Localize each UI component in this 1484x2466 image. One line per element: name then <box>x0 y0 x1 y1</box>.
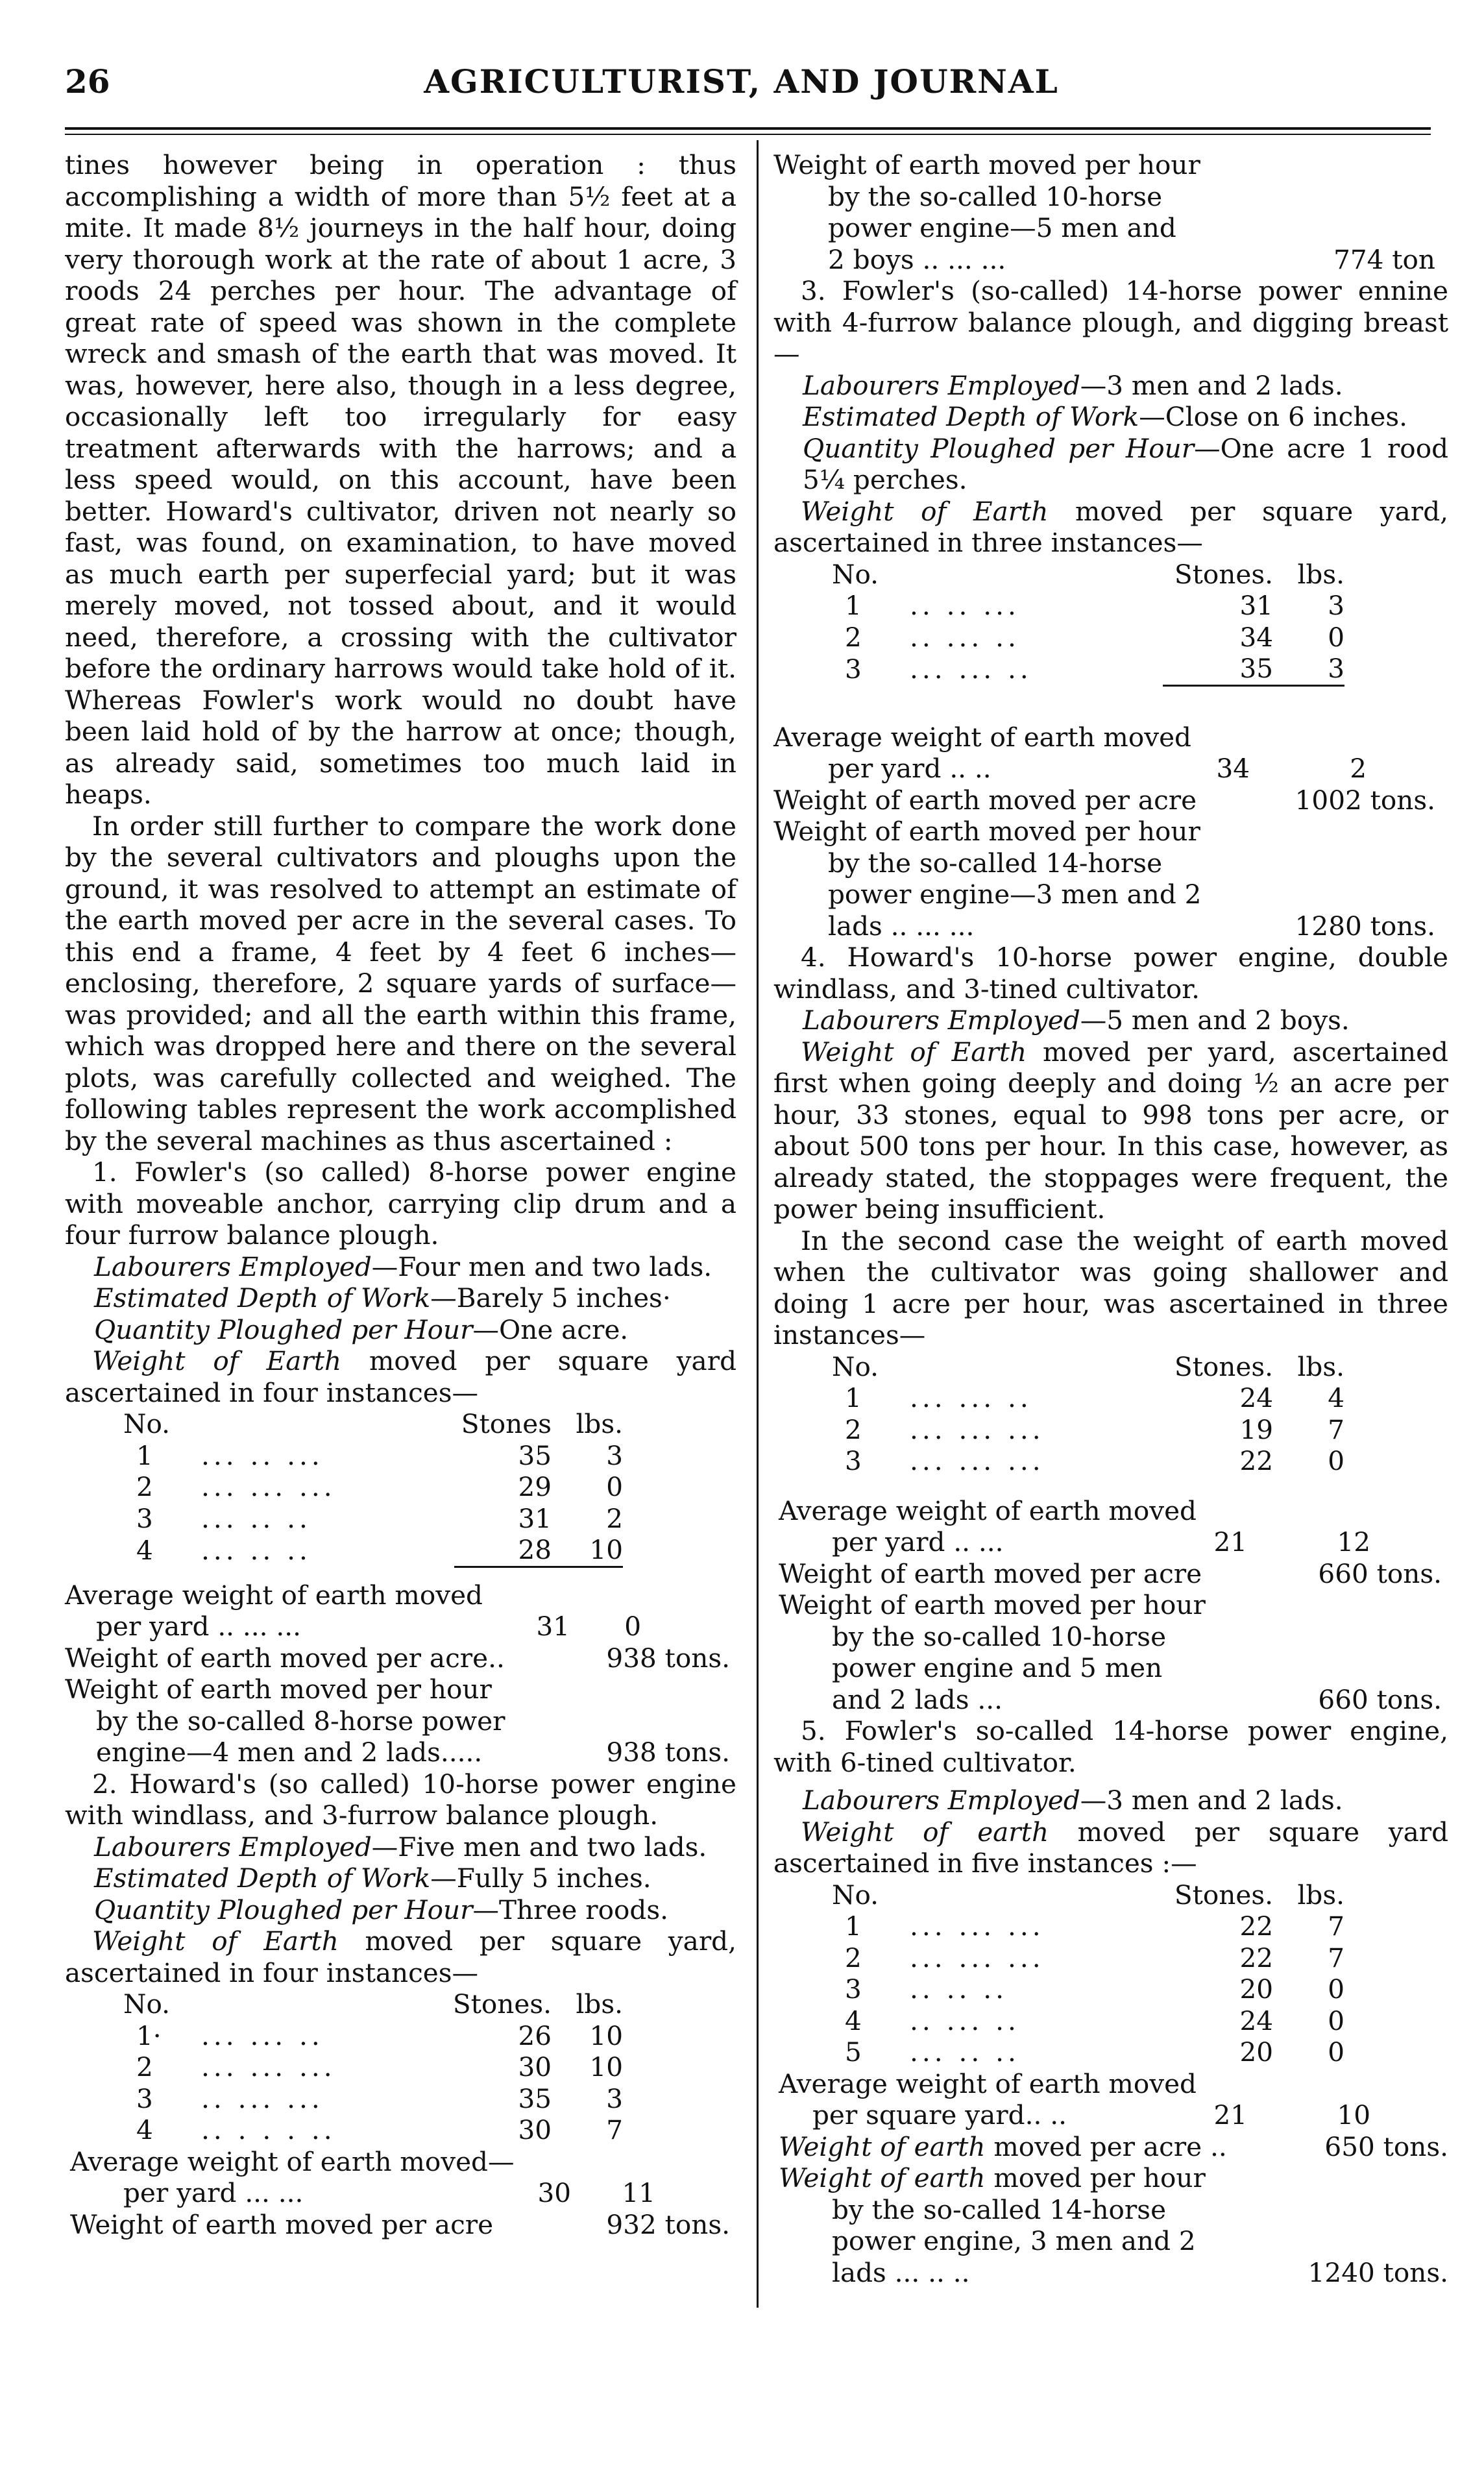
col-header-stones: Stones. <box>1174 558 1273 590</box>
section-3-weight-intro: Weight of Earth moved per square yard, ascertained in three instances— <box>773 495 1448 558</box>
section-5-per-hour-label-3: power engine, 3 men and 2 <box>832 2225 1196 2256</box>
section-4-table <box>832 1351 1344 1477</box>
section-4-title: 4. Howard's 10-horse power engine, double windlass, and 3-tined cultivator. <box>773 942 1448 1005</box>
section-4-per-acre: Weight of earth moved per acre 660 tons. <box>779 1557 1442 1589</box>
section-2-per-hour-label-3: power engine—5 men and <box>828 212 1176 243</box>
col-header-lbs: lbs. <box>576 1988 623 2020</box>
section-1-depth: Estimated Depth of Work—Barely 5 inches· <box>94 1282 671 1313</box>
section-2-weight-intro: Weight of Earth moved per square yard, ascertained in four instances— <box>65 1925 736 1988</box>
table-row: 2 ... ... ... 30 10 <box>136 2051 623 2082</box>
header-rule-thick <box>65 127 1431 130</box>
section-2-table <box>123 1988 623 2146</box>
section-5-table <box>832 1879 1344 2068</box>
section-2-per-acre: Weight of earth moved per acre 932 tons. <box>70 2208 730 2240</box>
section-2-depth: Estimated Depth of Work—Fully 5 inches. <box>94 1862 651 1894</box>
col-header-stones: Stones. <box>452 1988 552 2020</box>
section-5-per-hour-label-2: by the so-called 14-horse <box>832 2193 1167 2225</box>
table-row: 1 ... .. ... 35 3 <box>136 1439 623 1471</box>
section-2-title: 2. Howard's (so called) 10-horse power engine with windlass, and 3-furrow balance plough. <box>65 1768 736 1831</box>
section-2-labourers: Labourers Employed—Five men and two lads. <box>94 1831 707 1862</box>
section-1-per-hour: engine—4 men and 2 lads..... 938 tons. <box>96 1737 730 1768</box>
running-title: AGRICULTURIST, AND JOURNAL <box>424 62 1059 101</box>
section-4-labourers: Labourers Employed—5 men and 2 boys. <box>803 1005 1350 1036</box>
col-header-lbs: lbs. <box>1297 558 1344 590</box>
section-5-per-hour-label: Weight of earth moved per hour <box>779 2162 1206 2193</box>
col-header-stones: Stones <box>461 1408 552 1439</box>
section-1-quantity: Quantity Ploughed per Hour—One acre. <box>94 1313 629 1345</box>
table-row: 3 .. .. .. 20 0 <box>845 1973 1344 2005</box>
col-header-lbs: lbs. <box>1297 1879 1344 1911</box>
section-5-title: 5. Fowler's so-called 14-horse power engine, with 6-tined cultivator. <box>773 1715 1448 1778</box>
section-3-labourers: Labourers Employed—3 men and 2 lads. <box>803 369 1343 401</box>
section-4-per-hour: and 2 lads ... 660 tons. <box>832 1683 1442 1715</box>
section-5-labourers: Labourers Employed—3 men and 2 lads. <box>803 1785 1343 1816</box>
table-row: 3 ... .. .. 31 2 <box>136 1502 623 1534</box>
table-row: 1· ... ... .. 26 10 <box>136 2020 623 2051</box>
col-header-lbs: lbs. <box>576 1408 623 1439</box>
section-4-per-hour-label-2: by the so-called 10-horse <box>832 1620 1167 1652</box>
table-row: 1 .. .. ... 31 3 <box>845 590 1344 621</box>
left-column <box>65 149 736 2240</box>
section-3-per-hour: lads .. ... ... 1280 tons. <box>828 910 1435 942</box>
paragraph-method: In order still further to compare the work done by the several cultivators and ploughs upon the ground, it was resolved to attempt an estimate of the earth moved per acre in the several cases. To this end a frame, 4 feet by 4 feet 6 inches—enclosing, therefore, 2 square yards of surface—was provided; and all the earth within this frame, which was dropped here and there on the several plots, was carefully collected and weighed. The following tables represent the work accomplished by the several machines as thus ascertained : <box>65 810 736 1156</box>
section-4-per-hour-label: Weight of earth moved per hour <box>779 1589 1206 1620</box>
section-1-average: Average weight of earth moved per yard .. ... ... 31 0 <box>65 1579 641 1642</box>
col-header-no: No. <box>832 1350 879 1382</box>
section-1-per-hour-label: Weight of earth moved per hour <box>65 1674 492 1705</box>
column-divider <box>757 140 759 2308</box>
section-1-per-hour-label-2: by the so-called 8-horse power <box>96 1705 505 1737</box>
section-2-per-hour: 2 boys .. ... ... 774 ton <box>828 243 1435 275</box>
page-header <box>65 62 1418 108</box>
section-1-per-acre: Weight of earth moved per acre.. 938 tons. <box>65 1642 730 1674</box>
section-3-per-hour-label-3: power engine—3 men and 2 <box>828 879 1202 910</box>
table-row: 5 ... .. .. 20 0 <box>845 2036 1344 2068</box>
section-5-per-hour: lads ... .. .. 1240 tons. <box>832 2256 1448 2288</box>
section-2-quantity: Quantity Ploughed per Hour—Three roods. <box>94 1894 668 1925</box>
section-4-weight-text: Weight of Earth moved per yard, ascertained first when going deeply and doing ½ an acre per hour, 33 stones, equal to 998 tons per acre, or about 500 tons per hour. In this case, however, as already stated, the stoppages were frequent, the power being insufficient. <box>773 1036 1448 1225</box>
section-3-average: Average weight of earth moved per yard .. .. 34 2 <box>773 721 1367 784</box>
section-1-labourers: Labourers Employed—Four men and two lads. <box>94 1251 712 1282</box>
table-row: 1 ... ... .. 24 4 <box>845 1382 1344 1413</box>
right-column <box>773 149 1448 2288</box>
table-row: 4 .. ... .. 24 0 <box>845 2005 1344 2036</box>
section-4-second-case: In the second case the weight of earth moved when the cultivator was going shallower and doing 1 acre per hour, was ascertained in three instances— <box>773 1225 1448 1350</box>
table-row: 4 ... .. .. 28 10 <box>136 1534 623 1566</box>
table-row: 2 ... ... ... 19 7 <box>845 1413 1344 1445</box>
section-1-table <box>123 1408 623 1580</box>
section-3-depth: Estimated Depth of Work—Close on 6 inches. <box>803 401 1408 432</box>
section-2-per-hour-label: Weight of earth moved per hour <box>773 149 1200 180</box>
col-header-lbs: lbs. <box>1297 1350 1344 1382</box>
section-5-per-acre: Weight of earth moved per acre .. 650 tons. <box>779 2130 1448 2162</box>
section-1-weight-intro: Weight of Earth moved per square yard ascertained in four instances— <box>65 1345 736 1408</box>
page-number: 26 <box>65 62 110 101</box>
section-3-per-acre: Weight of earth moved per acre 1002 tons. <box>773 784 1435 816</box>
col-header-stones: Stones. <box>1174 1879 1273 1911</box>
col-header-no: No. <box>832 558 879 590</box>
col-header-no: No. <box>123 1408 170 1439</box>
table-row: 1 ... ... ... 22 7 <box>845 1911 1344 1942</box>
section-4-average: Average weight of earth moved per yard .. ... 21 12 <box>779 1495 1370 1557</box>
section-3-title: 3. Fowler's (so-called) 14-horse power ennine with 4-furrow balance plough, and digging breast— <box>773 275 1448 369</box>
header-rule-thin <box>65 134 1431 135</box>
section-3-per-hour-label-2: by the so-called 14-horse <box>828 847 1163 879</box>
table-row: 3 ... ... .. 35 3 <box>845 653 1344 685</box>
col-header-no: No. <box>123 1988 170 2020</box>
section-2-average: Average weight of earth moved— per yard ... ... 30 11 <box>70 2145 655 2208</box>
table-row: 3 .. ... ... 35 3 <box>136 2082 623 2114</box>
section-4-per-hour-label-3: power engine and 5 men <box>832 1652 1163 1683</box>
table-row: 4 .. . . . .. 30 7 <box>136 2114 623 2145</box>
section-3-table <box>832 559 1344 703</box>
section-1-title: 1. Fowler's (so called) 8-horse power engine with moveable anchor, carrying clip drum and a four furrow balance plough. <box>65 1156 736 1251</box>
table-row: 3 ... ... ... 22 0 <box>845 1445 1344 1476</box>
section-3-per-hour-label: Weight of earth moved per hour <box>773 816 1200 847</box>
table-row: 2 .. ... .. 34 0 <box>845 621 1344 653</box>
col-header-stones: Stones. <box>1174 1350 1273 1382</box>
section-5-average: Average weight of earth moved per square yard.. .. 21 10 <box>779 2068 1370 2130</box>
col-header-no: No. <box>832 1879 879 1911</box>
section-3-quantity: Quantity Ploughed per Hour—One acre 1 rood 5¼ perches. <box>803 432 1448 495</box>
section-2-per-hour-label-2: by the so-called 10-horse <box>828 180 1163 212</box>
table-row: 2 ... ... ... 22 7 <box>845 1942 1344 1973</box>
table-row: 2 ... ... ... 29 0 <box>136 1471 623 1502</box>
section-5-weight-intro: Weight of earth moved per square yard ascertained in five instances :— <box>773 1816 1449 1879</box>
paragraph-intro: tines however being in operation : thus accomplishing a width of more than 5½ feet at a mite. It made 8½ journeys in the half hour, doing very thorough work at the rate of about 1 acre, 3 roods 24 perches per hour. The advantage of great rate of speed was shown in the complete wreck and smash of the earth that was moved. It was, however, here also, though in a less degree, occasionally left too irregularly for easy treatment afterwards with the harrows; and a less speed would, on this account, have been better. Howard's cultivator, driven not nearly so fast, was found, on examination, to have moved as much earth per superfecial yard; but it was merely moved, not tossed about, and it would need, therefore, a crossing with the cultivator before the ordinary harrows would take hold of it. Whereas Fowler's work would no doubt have been laid hold of by the harrow at once; though, as already said, sometimes too much laid in heaps. <box>65 149 736 810</box>
